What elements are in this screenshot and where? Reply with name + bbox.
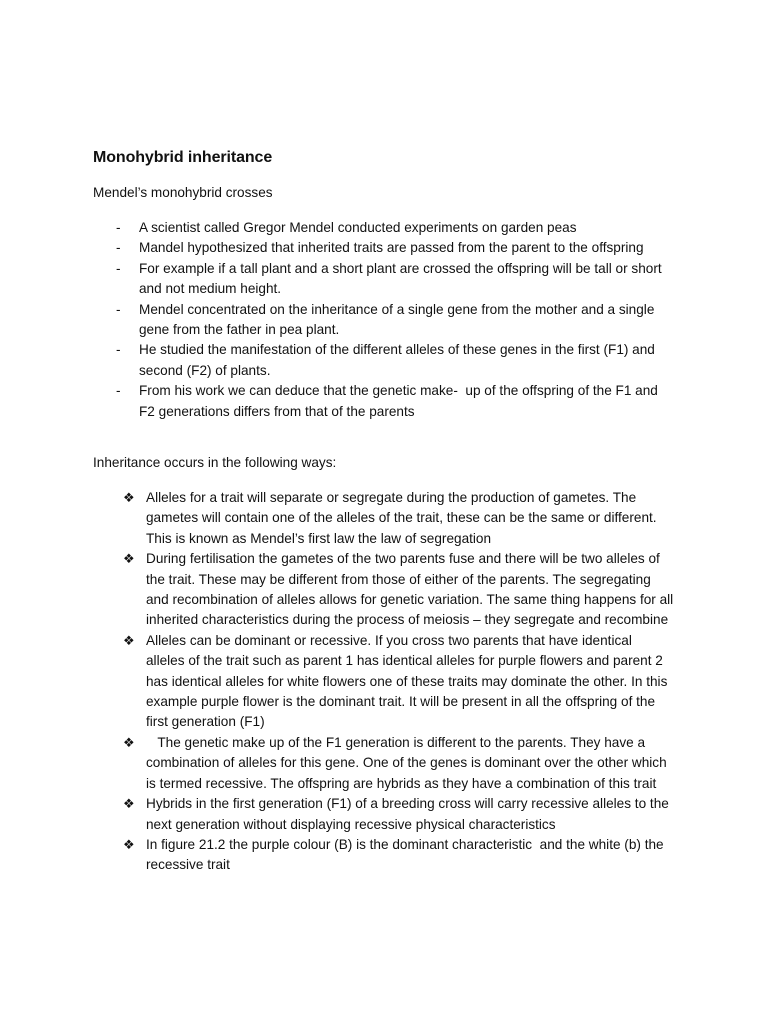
list-item-text: During fertilisation the gametes of the two parents fuse and there will be two alleles of the trait. These may be different from those of either of the parents. The segregating and recombination of alleles allows for genetic variation. The same thing happens for all inherited characteristics during the process of meiosis – they segregate and recombine: [146, 551, 677, 628]
diamond-bullet-icon: ❖: [123, 551, 135, 567]
dash-bullet: -: [116, 240, 121, 256]
list-item-text: A scientist called Gregor Mendel conducted experiments on garden peas: [139, 220, 577, 235]
diamond-bullet-list: [0, 488, 768, 876]
list-item-text: For example if a tall plant and a short plant are crossed the offspring will be tall or short and not medium height.: [139, 260, 666, 297]
list-item: [0, 238, 768, 258]
list-item-text: Alleles for a trait will separate or segregate during the production of gametes. The gametes will contain one of the alleles of the trait, these can be the same or different. This is known as Mendel’s first law the law of segregation: [146, 490, 661, 546]
list-item: [0, 794, 768, 835]
list-item-text: Mandel hypothesized that inherited traits are passed from the parent to the offspring: [139, 240, 644, 256]
diamond-bullet-icon: ❖: [123, 490, 135, 505]
dash-bullet: -: [116, 383, 121, 399]
list-item: [0, 381, 768, 422]
list-item: [0, 631, 768, 733]
list-item: [0, 300, 768, 341]
diamond-bullet-icon: ❖: [123, 632, 135, 648]
diamond-bullet-icon: ❖: [123, 836, 135, 852]
list-item-text: Mendel concentrated on the inheritance of a single gene from the mother and a single gene from the father in pea plant.: [139, 301, 659, 338]
list-item-text: Alleles can be dominant or recessive. If you cross two parents that have identical alleles of the trait such as parent 1 has identical alleles for purple flowers and parent 2 has identical alleles for white flowers one of these traits may dominate the other. In this example purple flower is the dominant trait. It will be present in all the offspring of the first generation (F1): [146, 632, 672, 730]
list-item: [0, 549, 768, 631]
dash-bullet-list: [0, 218, 768, 422]
list-item: [0, 218, 768, 238]
dash-bullet: -: [116, 260, 121, 276]
list-item: [0, 733, 768, 794]
list-item: [0, 340, 768, 381]
document-title: Monohybrid inheritance: [93, 149, 273, 166]
list-item-text: From his work we can deduce that the genetic make- up of the offspring of the F1 and F2 generations differs from that of the parents: [139, 383, 662, 419]
list-item-text: The genetic make up of the F1 generation is different to the parents. They have a combination of alleles for this gene. One of the genes is dominant over the other which is termed recessive. The offspring are hybrids as they have a combination of this trait: [146, 734, 671, 791]
dash-bullet: -: [116, 301, 121, 317]
diamond-bullet-icon: ❖: [123, 796, 135, 812]
dash-bullet: -: [116, 342, 121, 358]
section-subtitle: Mendel’s monohybrid crosses: [93, 185, 273, 200]
dash-bullet: -: [116, 220, 121, 235]
diamond-bullet-icon: ❖: [123, 734, 135, 750]
list-item-text: He studied the manifestation of the different alleles of these genes in the first (F1) and second (F2) of plants.: [139, 342, 659, 378]
list-item: [0, 259, 768, 300]
list-item-text: Hybrids in the first generation (F1) of a breeding cross will carry recessive alleles to the next generation without displaying recessive physical characteristics: [146, 796, 673, 832]
intro-paragraph: Inheritance occurs in the following ways:: [93, 455, 337, 470]
list-item-text: In figure 21.2 the purple colour (B) is the dominant characteristic and the white (b) the recessive trait: [146, 836, 668, 873]
list-item: [0, 488, 768, 549]
list-item: [0, 835, 768, 876]
